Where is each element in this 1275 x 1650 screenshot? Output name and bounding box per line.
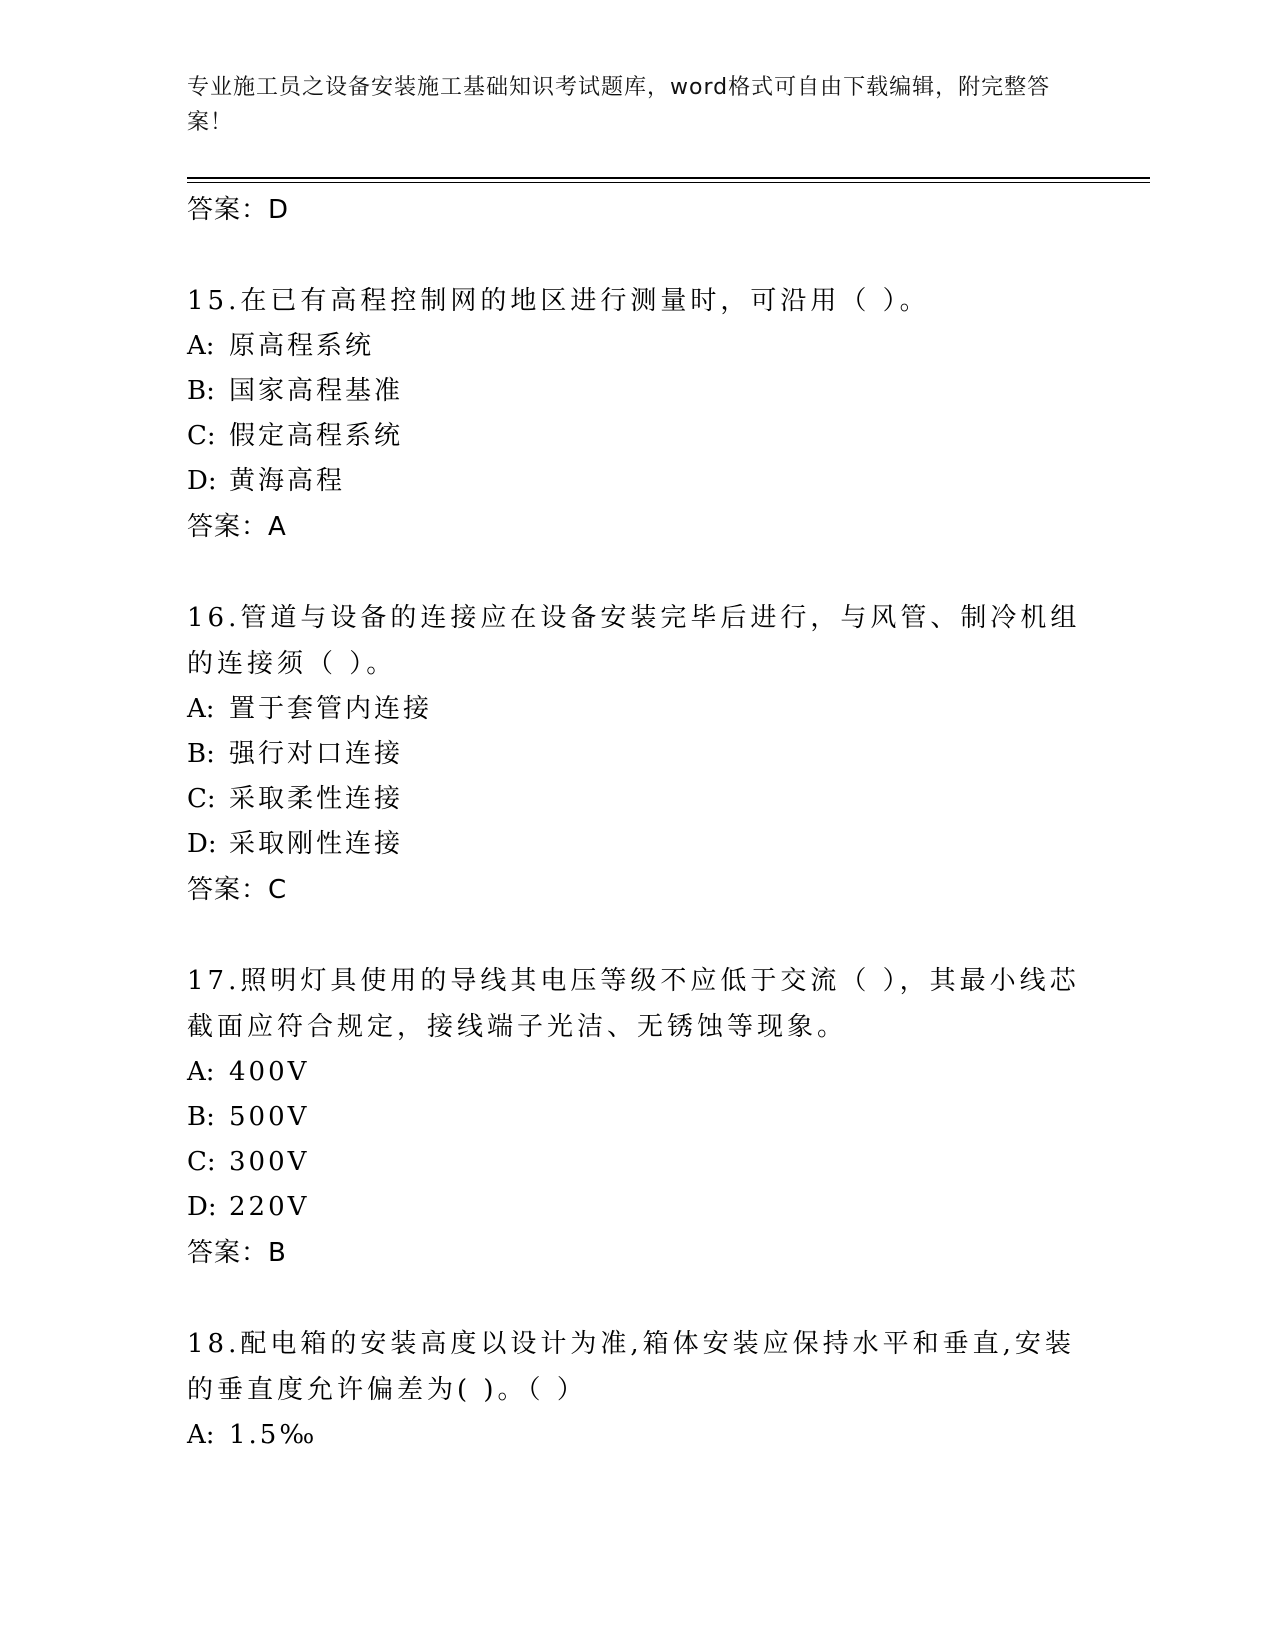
question-text: 15.在已有高程控制网的地区进行测量时，可沿用（ ）。 — [187, 286, 930, 316]
option-d: D: 黄海高程 — [187, 466, 346, 496]
header-rule-thin — [187, 182, 1150, 183]
answer: 答案：A — [187, 512, 287, 542]
option-b: B: 500V — [187, 1102, 310, 1132]
question-block — [187, 1321, 1087, 1458]
option-d: D: 采取刚性连接 — [187, 829, 404, 859]
question-list — [187, 187, 1087, 1458]
answer: 答案：C — [187, 875, 288, 905]
option-a: A: 400V — [187, 1057, 310, 1087]
option-a: A: 原高程系统 — [187, 331, 375, 361]
previous-answer: 答案：D — [187, 195, 290, 225]
question-block — [187, 278, 1087, 550]
answer: 答案：B — [187, 1238, 287, 1268]
question-text: 17.照明灯具使用的导线其电压等级不应低于交流（ ），其最小线芯截面应符合规定，接线端子光洁、无锈蚀等现象。 — [187, 966, 1080, 1042]
option-b: B: 国家高程基准 — [187, 376, 404, 406]
document-header: 专业施工员之设备安装施工基础知识考试题库，word格式可自由下载编辑，附完整答案！ — [187, 75, 1051, 135]
question-text: 18.配电箱的安装高度以设计为准,箱体安装应保持水平和垂直,安装的垂直度允许偏差为( )。（ ） — [187, 1329, 1075, 1405]
header-rule — [187, 177, 1150, 179]
option-a: A: 1.5‰ — [187, 1420, 318, 1450]
option-c: C: 采取柔性连接 — [187, 784, 404, 814]
option-a: A: 置于套管内连接 — [187, 694, 433, 724]
option-b: B: 强行对口连接 — [187, 739, 404, 769]
question-block — [187, 595, 1087, 913]
question-block — [187, 958, 1087, 1276]
option-c: C: 300V — [187, 1147, 310, 1177]
question-text: 16.管道与设备的连接应在设备安装完毕后进行，与风管、制冷机组的连接须（ ）。 — [187, 603, 1081, 679]
option-d: D: 220V — [187, 1192, 310, 1222]
option-c: C: 假定高程系统 — [187, 421, 404, 451]
